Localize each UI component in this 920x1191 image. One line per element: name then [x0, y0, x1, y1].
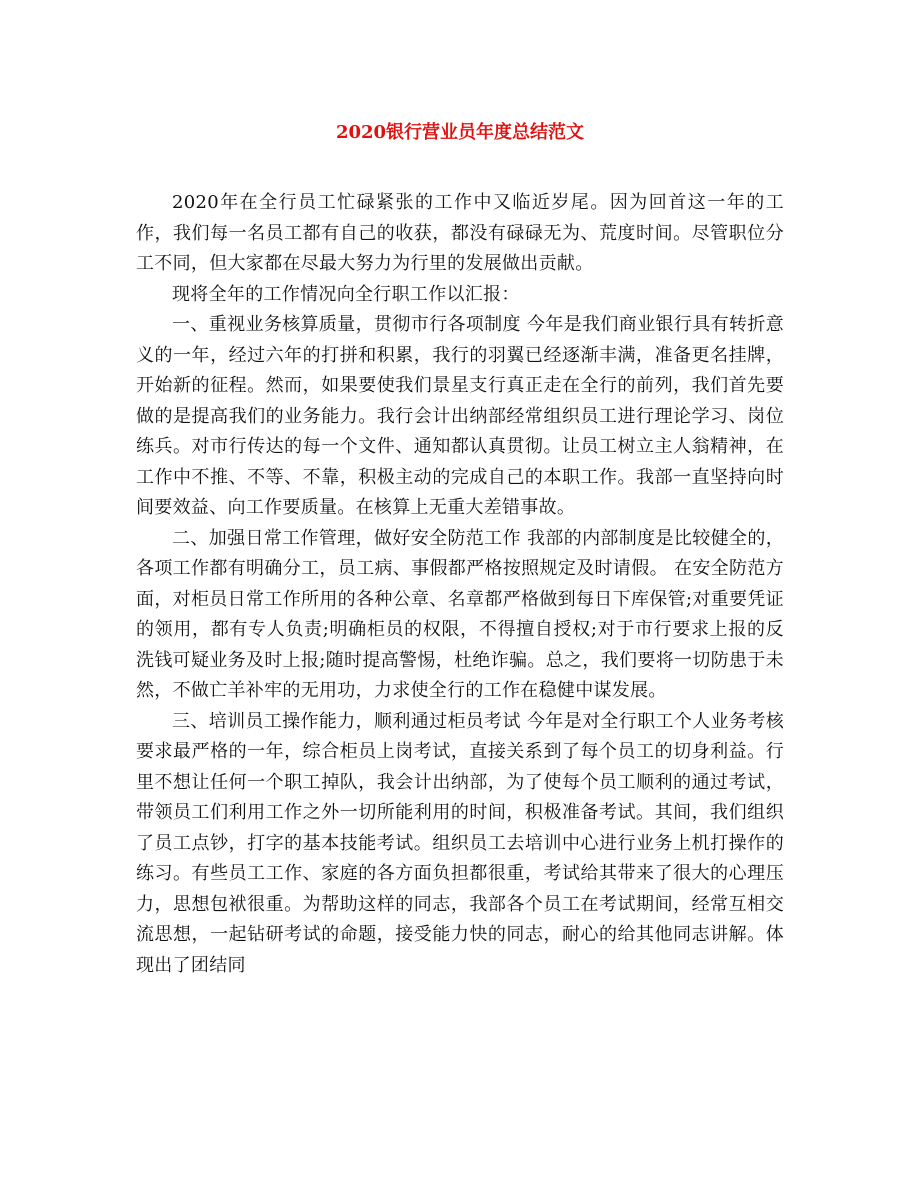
- document-body: [136, 188, 784, 981]
- paragraph-section-two: 二、加强日常工作管理，做好安全防范工作 我部的内部制度是比较健全的，各项工作都有明确分工，员工病、事假都严格按照规定及时请假。 在安全防范方面，对柜员日常工作所用的各种公章、名章都严格做到每日下库保管;对重要凭证的领用，都有专人负责;明确柜员的权限，不得擅自授权;对于市行要求上报的反洗钱可疑业务及时上报;随时提高警惕，杜绝诈骗。总之，我们要将一切防患于未然，不做亡羊补牢的无用功，力求使全行的工作在稳健中谋发展。: [136, 527, 784, 701]
- document-title: 2020银行营业员年度总结范文: [335, 122, 585, 143]
- paragraph-intro: 2020年在全行员工忙碌紧张的工作中又临近岁尾。因为回首这一年的工作，我们每一名员工都有自己的收获，都没有碌碌无为、荒度时间。尽管职位分工不同，但大家都在尽最大努力为行里的发展做出贡献。: [136, 192, 784, 274]
- paragraph-section-one: 一、重视业务核算质量，贯彻市行各项制度 今年是我们商业银行具有转折意义的一年，经过六年的打拼和积累，我行的羽翼已经逐渐丰满，准备更名挂牌，开始新的征程。然而，如果要使我们景星支行真正走在全行的前列，我们首先要做的是提高我们的业务能力。我行会计出纳部经常组织员工进行理论学习、岗位练兵。对市行传达的每一个文件、通知都认真贯彻。让员工树立主人翁精神，在工作中不推、不等、不靠，积极主动的完成自己的本职工作。我部一直坚持向时间要效益、向工作要质量。在核算上无重大差错事故。: [136, 314, 784, 518]
- paragraph-report-lead: 现将全年的工作情况向全行职工作以汇报：: [172, 283, 520, 305]
- paragraph-section-three: 三、培训员工操作能力，顺利通过柜员考试 今年是对全行职工个人业务考核要求最严格的一年，综合柜员上岗考试，直接关系到了每个员工的切身利益。行里不想让任何一个职工掉队，我会计出纳部，为了使每个员工顺利的通过考试，带领员工们利用工作之外一切所能利用的时间，积极准备考试。其间，我们组织了员工点钞，打字的基本技能考试。组织员工去培训中心进行业务上机打操作的练习。有些员工工作、家庭的各方面负担都很重，考试给其带来了很大的心理压力，思想包袱很重。为帮助这样的同志，我部各个员工在考试期间，经常互相交流思想，一起钻研考试的命题，接受能力快的同志，耐心的给其他同志讲解。体现出了团结同: [136, 710, 784, 976]
